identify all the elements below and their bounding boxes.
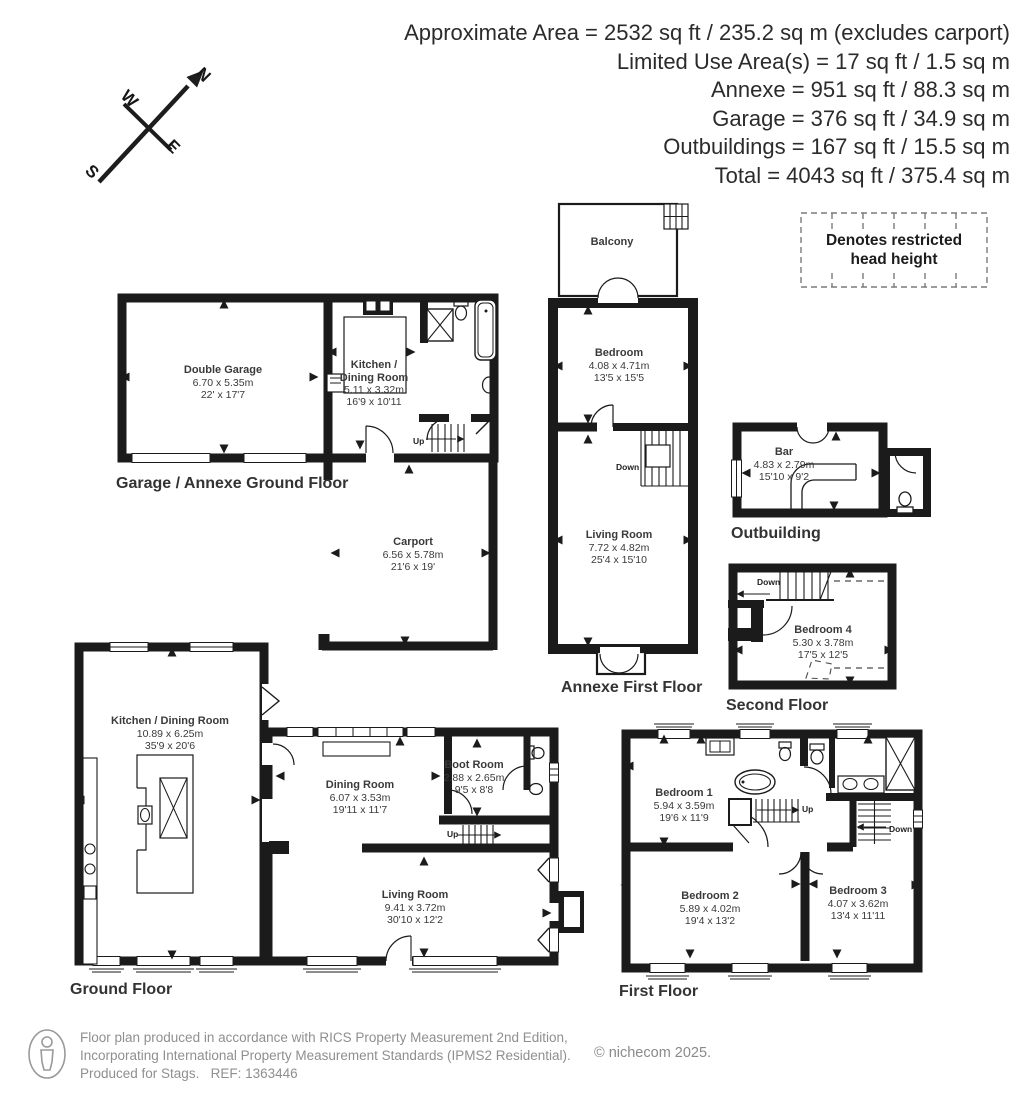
room-label-bedroom1: Bedroom 1 5.94 x 3.59m 19'6 x 11'9 (653, 787, 715, 824)
compass-north-label: N (192, 63, 215, 86)
summary-line-annexe: Annexe = 951 sq ft / 88.3 sq m (710, 77, 1010, 102)
compass-south-label: S (81, 160, 103, 183)
stairs-down-label-second: Down (757, 577, 781, 587)
room-label-boot-room: Boot Room 2.88 x 2.65m 9'5 x 8'8 (443, 759, 505, 796)
stairs-up-label-first: Up (802, 804, 814, 814)
footer-copyright: © nichecom 2025. (594, 1045, 712, 1061)
room-label-annexe-kitchen: Kitchen / Dining Room 5.11 x 3.32m 16'9 x 10'11 (339, 359, 409, 408)
footer-line-2: Incorporating International Property Measurement Standards (IPMS2 Residential). (80, 1048, 571, 1063)
restricted-height-legend-text: Denotes restricted head height (814, 231, 974, 269)
footer-line-3: Produced for Stags. REF: 1363446 (80, 1066, 298, 1081)
footer-line-1: Floor plan produced in accordance with RICS Property Measurement 2nd Edition, (80, 1030, 568, 1045)
room-label-annexe-bedroom: Bedroom 4.08 x 4.71m 13'5 x 15'5 (588, 347, 650, 384)
restricted-height-legend (801, 213, 987, 287)
floor-label-ground: Ground Floor (70, 981, 173, 998)
summary-line-total: Total = 4043 sq ft / 375.4 sq m (714, 162, 1010, 188)
floor-label-first: First Floor (619, 983, 699, 1000)
room-label-ground-kitchen: Kitchen / Dining Room 10.89 x 6.25m 35'9 x 20'6 (111, 715, 229, 752)
floor-label-outbuilding: Outbuilding (731, 525, 821, 542)
stairs-down-label-first: Down (889, 824, 913, 834)
plan-annexe-first-floor (548, 204, 693, 674)
room-label-bedroom3: Bedroom 3 4.07 x 3.62m 13'4 x 11'11 (827, 885, 889, 922)
summary-line-garage: Garage = 376 sq ft / 34.9 sq m (712, 105, 1010, 131)
room-label-ground-living: Living Room 9.41 x 3.72m 30'10 x 12'2 (381, 889, 449, 926)
floor-label-second: Second Floor (726, 697, 829, 714)
room-label-bar: Bar 4.83 x 2.79m 15'10 x 9'2 (753, 446, 815, 483)
compass-west-label: W (116, 86, 142, 112)
person-icon (29, 1030, 65, 1078)
stairs-up-label-garage: Up (413, 436, 425, 446)
compass-east-label: E (162, 135, 184, 158)
summary-line-outbuildings: Outbuildings = 167 sq ft / 15.5 sq m (663, 134, 1010, 159)
room-label-double-garage: Double Garage 6.70 x 5.35m 22' x 17'7 (183, 364, 263, 401)
summary-line-limited-use: Limited Use Area(s) = 17 sq ft / 1.5 sq m (616, 48, 1010, 74)
room-label-carport: Carport 6.56 x 5.78m 21'6 x 19' (382, 536, 444, 573)
floor-label-annexe-first: Annexe First Floor (561, 679, 703, 696)
plan-first-floor (622, 724, 923, 979)
room-label-bedroom2: Bedroom 2 5.89 x 4.02m 19'4 x 13'2 (679, 890, 741, 927)
stairs-down-label-annexe: Down (616, 462, 640, 472)
area-summary (404, 19, 1010, 190)
floor-label-garage-annexe-ground: Garage / Annexe Ground Floor (116, 475, 349, 492)
room-label-balcony: Balcony (590, 236, 634, 248)
room-label-bedroom4: Bedroom 4 5.30 x 3.78m 17'5 x 12'5 (792, 624, 854, 661)
room-label-annexe-living: Living Room 7.72 x 4.82m 25'4 x 15'10 (585, 529, 653, 566)
stairs-up-label-ground: Up (447, 829, 459, 839)
plan-garage-annexe-ground-floor (122, 294, 496, 650)
compass-icon (99, 65, 209, 182)
room-label-dining: Dining Room 6.07 x 3.53m 19'11 x 11'7 (325, 779, 395, 816)
summary-line-approximate: Approximate Area = 2532 sq ft / 235.2 sq m (excludes carport) (404, 20, 1010, 45)
